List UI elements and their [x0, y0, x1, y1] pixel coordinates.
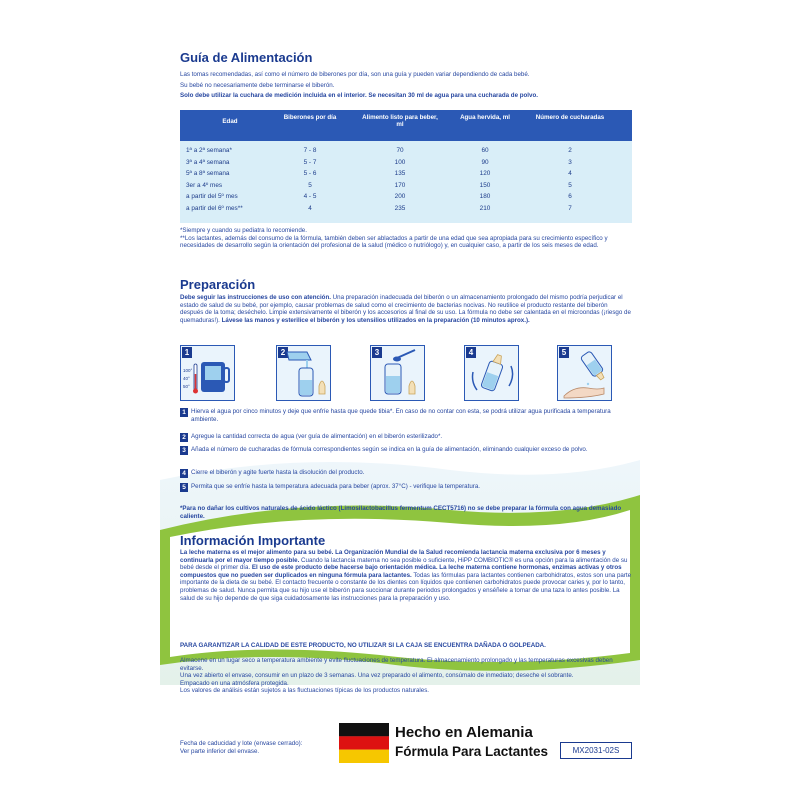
table-cell: 5 [308, 181, 312, 189]
table-cell: a partir del 5º mes [186, 193, 238, 200]
table-row [180, 192, 632, 204]
table-cell: 120 [479, 170, 491, 177]
feeding-table-header [180, 110, 632, 141]
guide-intro-3: Solo debe utilizar la cuchara de medición incluida en el interior. Se necesitan 30 ml de agua para una cucharada de polvo. [180, 92, 538, 100]
header-age: Edad [222, 118, 238, 125]
header-scoops: Número de cucharadas [535, 114, 605, 121]
info-paragraph [180, 549, 632, 602]
table-cell: 3ª a 4ª semana [186, 158, 230, 166]
info-text-2: Todas las fórmulas para lactantes contienen carbohidratos, estos son una parte importante de la dieta de su bebé. El contacto frecuente o constante de los dientes con líquidos que contienen carbohidratos puede provocar caries y, por lo tanto, problemas de salud. Nunca permita que su hijo use el biberón para succionar durante periodos prolongados y enséñele a tomar de una taza lo antes posible. La salud de su hijo depende de que siga cuidadosamente las instrucciones para la preparación y uso. [180, 571, 632, 602]
storage-3: Empacado en una atmósfera protegida. [180, 679, 289, 687]
storage-1: Almacene en un lugar seco a temperatura ambiente y evite fluctuaciones de temperatura. El almacenamiento prolongado y las temperaturas excesivas deben evitarse. [180, 657, 613, 672]
table-cell: 235 [394, 204, 406, 212]
table-cell: 5 - 6 [303, 170, 317, 177]
step-1-number: 1 [182, 347, 192, 358]
instruction-3-text: Añada el número de cucharadas de fórmula correspondientes según se indica en la guía de alimentación, eliminando cualquier exceso de polvo. [191, 446, 588, 453]
instruction-2 [180, 433, 632, 441]
instruction-3 [180, 446, 632, 454]
instruction-1-text: Hierva el agua por cinco minutos y deje que enfríe hasta que quede tibia*. En caso de no contar con esta, se podrá utilizar agua purificada a temperatura ambiente. [191, 408, 611, 423]
prep-warning: *Para no dañar los cultivos naturales de ácido láctico (Limosilactobacillus fermentum CECT5716) no se debe preparar la fórmula con agua demasiado caliente. [180, 505, 622, 520]
thermo-label-50: 50° [183, 384, 190, 389]
table-cell: 150 [479, 181, 491, 189]
pour-water-icon [277, 346, 330, 400]
prep-bold-2: Lávese las manos y esterilice el biberón y los utensilios utilizados en la preparación (10 minutos aprox.). [221, 316, 530, 324]
header-water: Agua hervida, ml [460, 114, 510, 121]
table-cell: 100 [394, 158, 406, 166]
table-cell: 3 [568, 158, 572, 166]
table-cell: 180 [479, 193, 491, 200]
guide-intro-2: Su bebé no necesariamente debe terminarse el biberón. [180, 81, 335, 89]
table-cell: 3er a 4º mes [186, 181, 223, 189]
table-row [180, 181, 632, 193]
table-cell: 90 [481, 158, 489, 166]
table-row [180, 158, 632, 170]
info-text-1: Cuando la lactancia materna no sea posible o suficiente, HiPP COMBIOTIC® es una opción para la alimentación de su bebé desde el primer día. [180, 556, 628, 572]
step-1-illustration [180, 345, 235, 401]
instruction-5 [180, 483, 632, 491]
guide-title: Guía de Alimentación [180, 50, 313, 65]
table-cell: 170 [394, 181, 406, 189]
guide-note-2: **Los lactantes, además del consumo de la fórmula, también deben ser ablactados a partir de una edad que sea apropiada para su crecimiento específico y necesidades de desarrollo según la orientación del profesional de la salud (médico o nutriólogo) y, en cualquier caso, a partir de los seis meses de edad. [180, 234, 608, 250]
table-cell: 4 - 5 [303, 193, 317, 200]
table-cell: 7 - 8 [303, 147, 317, 154]
instruction-2-number: 2 [180, 433, 188, 442]
instruction-4-text: Cierre el biberón y agite fuerte hasta la disolución del producto. [191, 469, 365, 476]
feeding-table [180, 110, 632, 223]
table-cell: 135 [394, 170, 406, 177]
check-temperature-icon [558, 346, 611, 400]
table-cell: 210 [479, 204, 491, 212]
instruction-4 [180, 469, 632, 477]
germany-flag-icon [339, 723, 389, 763]
table-row [180, 169, 632, 181]
thermo-label-40: 40° [183, 376, 190, 381]
table-cell: 5 [568, 181, 572, 189]
table-row [180, 204, 632, 216]
table-cell: 200 [394, 193, 406, 200]
table-cell: 7 [568, 204, 572, 212]
table-cell: 4 [568, 170, 572, 177]
made-in-germany: Hecho en Alemania [395, 724, 533, 741]
instruction-1-number: 1 [180, 408, 188, 417]
instruction-5-text: Permita que se enfríe hasta la temperatura adecuada para beber (aprox. 37°C) - verifique la temperatura. [191, 483, 480, 490]
step-2-illustration [276, 345, 331, 401]
table-cell: 6 [568, 193, 572, 200]
product-code: MX2031-02S [560, 742, 632, 759]
instruction-2-text: Agregue la cantidad correcta de agua (ver guía de alimentación) en el biberón esterilizado*. [191, 433, 443, 440]
storage-4: Los valores de análisis están sujetos a las fluctuaciones típicas de los productos naturales. [180, 687, 430, 695]
expiry-label: Fecha de caducidad y lote (envase cerrado): [180, 740, 303, 747]
header-bottles: Biberones por día [283, 114, 337, 121]
expiry-location: Ver parte inferior del envase. [180, 747, 260, 755]
table-cell: 2 [568, 147, 572, 154]
storage-2: Una vez abierto el envase, consumir en un plazo de 3 semanas. Una vez preparado el alimento, consúmalo de inmediato; deseche el sobrante. [180, 672, 574, 680]
table-cell: 70 [396, 147, 404, 154]
step-3-illustration [370, 345, 425, 401]
step-2-number: 2 [278, 347, 288, 358]
guide-note-1: *Siempre y cuando su pediatra lo recomiende. [180, 227, 307, 234]
header-ready: Alimento listo para beber, ml [362, 114, 438, 129]
thermo-label-100: 100° [183, 368, 193, 373]
info-bold-1: La leche materna es el mejor alimento para su bebé. La Organización Mundial de la Salud recomienda lactancia materna exclusiva por 6 meses y continuarla por el mayor tiempo posible. [180, 549, 606, 564]
info-bold-2: El uso de este producto debe hacerse bajo orientación médica. La leche materna contiene hormonas, enzimas activas y otros compuestos que no pueden ser duplicados en ninguna fórmula para lactantes. [180, 564, 622, 579]
prep-bold-1: Debe seguir las instrucciones de uso con atención. [180, 294, 331, 301]
table-cell: 5ª a 8ª semana [186, 170, 230, 177]
instruction-5-number: 5 [180, 483, 188, 492]
instruction-3-number: 3 [180, 446, 188, 455]
instruction-1 [180, 408, 632, 423]
formula-type: Fórmula Para Lactantes [395, 744, 549, 759]
step-5-illustration [557, 345, 612, 401]
instruction-4-number: 4 [180, 469, 188, 478]
step-5-number: 5 [559, 347, 569, 358]
prep-text: Una preparación inadecuada del biberón o un almacenamiento prolongado del mismo podría perjudicar el estado de salud de su bebé, por ejemplo, causar problemas de salud como el crecimiento de bacterias nocivas. No reutilice el producto restante del biberón después de la toma; deséchelo. Limpie extensivamente el biberón y los accesorios al final de su uso. La fórmula no debe ser calentada en el microondas (¡riesgo de quemaduras!). [180, 294, 631, 324]
table-row [180, 146, 632, 158]
step-4-illustration [464, 345, 519, 401]
prep-paragraph [180, 294, 632, 324]
table-cell: a partir del 6º mes** [186, 204, 243, 212]
table-cell: 60 [481, 147, 489, 154]
guide-intro-1: Las tomas recomendadas, así como el número de biberones por día, son una guía y pueden variar dependiendo de cada bebé. [180, 71, 530, 78]
add-powder-icon [371, 346, 424, 400]
info-title: Información Importante [180, 533, 326, 548]
step-4-number: 4 [466, 347, 476, 358]
table-cell: 5 - 7 [303, 158, 317, 166]
prep-title: Preparación [180, 277, 256, 292]
table-cell: 1ª a 2ª semana* [186, 147, 232, 154]
shake-bottle-icon [465, 346, 518, 400]
step-3-number: 3 [372, 347, 382, 358]
quality-warning: PARA GARANTIZAR LA CALIDAD DE ESTE PRODUCTO, NO UTILIZAR SI LA CAJA SE ENCUENTRA DAÑADA O GOLPEADA. [180, 642, 546, 649]
table-cell: 4 [308, 204, 312, 212]
